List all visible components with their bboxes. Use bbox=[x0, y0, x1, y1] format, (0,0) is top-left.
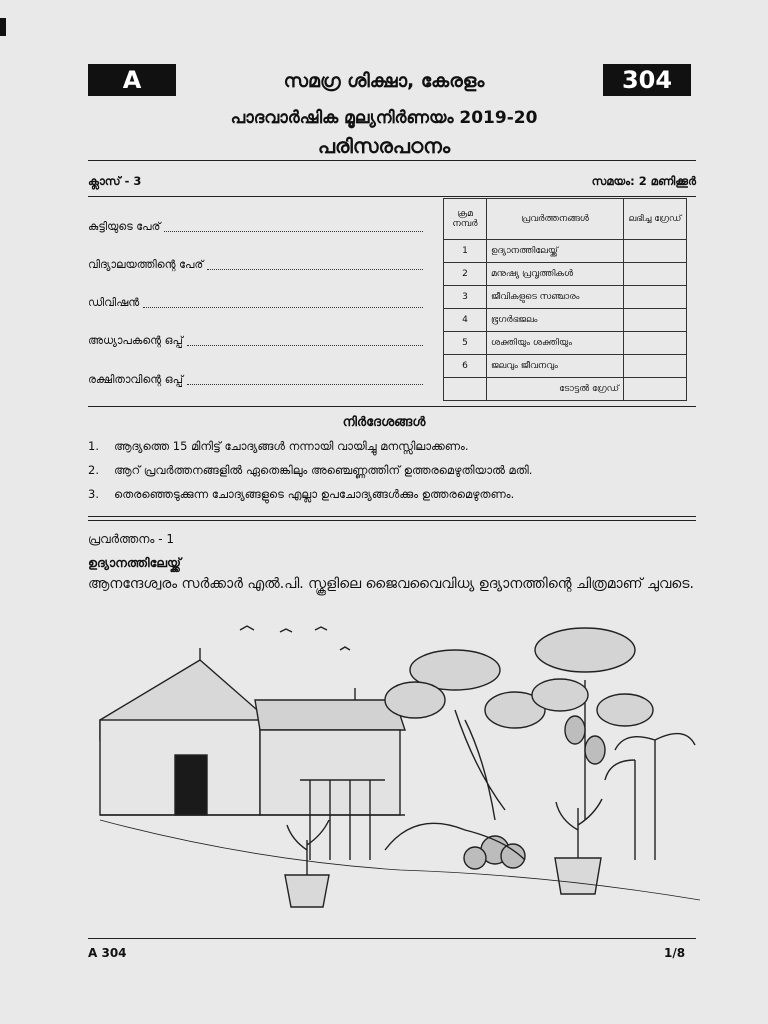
list-item: 1. ആദ്യത്തെ 15 മിനിട്ട് ചോദ്യങ്ങൾ നന്നായി വായിച്ചു മനസ്സിലാക്കണം. bbox=[88, 439, 469, 453]
subject-title: പരിസരപഠനം bbox=[317, 134, 451, 158]
total-grade-cell[interactable] bbox=[624, 378, 687, 401]
school-name-field[interactable] bbox=[88, 258, 423, 272]
teacher-signature-field[interactable] bbox=[88, 334, 423, 348]
table-row bbox=[444, 378, 687, 401]
row-activity: ഭൂഗർഭജലം bbox=[487, 309, 624, 332]
row-activity: മനുഷ്യ പ്രവൃത്തികൾ bbox=[487, 263, 624, 286]
grade-table bbox=[443, 198, 687, 401]
field-label: രക്ഷിതാവിന്റെ ഒപ്പ് bbox=[88, 373, 183, 386]
instructions-list bbox=[88, 434, 696, 506]
activity-text: ആനന്ദേശ്വരം സർക്കാർ എൽ.പി. സ്കൂളിലെ ജൈവവൈവിധ്യ ഉദ്യാനത്തിന്റെ ചിത്രമാണ് ചുവടെ. bbox=[88, 576, 694, 592]
flower-pot-icon bbox=[555, 799, 602, 894]
row-activity: ജീവികളുടെ സഞ്ചാരം bbox=[487, 286, 624, 309]
field-label: വിദ്യാലയത്തിന്റെ പേര് bbox=[88, 258, 204, 271]
table-row bbox=[444, 309, 687, 332]
bird-icon bbox=[340, 647, 350, 650]
time-label: സമയം: 2 മണിക്കൂർ bbox=[591, 174, 696, 188]
row-number: 3 bbox=[444, 286, 487, 309]
parent-signature-field[interactable] bbox=[88, 373, 423, 387]
list-item: 3. തെരഞ്ഞെടുക്കുന്ന ചോദ്യങ്ങളുടെ എല്ലാ ഉപചോദ്യങ്ങൾക്കും ഉത്തരമെഴുതണം. bbox=[88, 487, 515, 501]
table-row bbox=[444, 286, 687, 309]
org-name: സമഗ്ര ശിക്ഷാ, കേരളം bbox=[283, 70, 485, 92]
row-activity: ജലവും ജീവനവും bbox=[487, 355, 624, 378]
bird-icon bbox=[315, 627, 327, 630]
field-label: അധ്യാപകന്റെ ഒപ്പ് bbox=[88, 334, 183, 347]
row-number: 5 bbox=[444, 332, 487, 355]
field-label: ഡിവിഷൻ bbox=[88, 296, 140, 309]
row-number: 2 bbox=[444, 263, 487, 286]
grade-cell[interactable] bbox=[624, 263, 687, 286]
footer-code: A 304 bbox=[88, 946, 127, 960]
class-label: ക്ലാസ് - 3 bbox=[88, 174, 142, 188]
instructions-title: നിർദേശങ്ങൾ bbox=[342, 415, 426, 430]
field-label: കുട്ടിയുടെ പേര് bbox=[88, 220, 161, 233]
bird-icon bbox=[240, 626, 254, 630]
header-divider bbox=[88, 160, 696, 161]
footer-divider bbox=[88, 938, 696, 939]
list-item: 2. ആറ് പ്രവർത്തനങ്ങളിൽ ഏതെങ്കിലും അഞ്ചെണ്ണത്തിന് ഉത്തരമെഴുതിയാൽ മതി. bbox=[88, 463, 533, 477]
grade-cell[interactable] bbox=[624, 286, 687, 309]
total-grade-label: ടോട്ടൽ ഗ്രേഡ് bbox=[487, 378, 624, 401]
banana-plant-icon bbox=[605, 734, 695, 860]
student-name-field[interactable] bbox=[88, 220, 423, 234]
table-header: പ്രവർത്തനങ്ങൾ bbox=[487, 199, 624, 240]
row-activity: ഉദ്യാനത്തിലേയ്ക്ക് bbox=[487, 240, 624, 263]
row-activity: ശക്തിയും ശക്തിയും bbox=[487, 332, 624, 355]
page-number: 1/8 bbox=[664, 946, 686, 960]
grade-cell[interactable] bbox=[624, 332, 687, 355]
division-field[interactable] bbox=[88, 296, 423, 310]
instructions-divider bbox=[88, 516, 696, 517]
grade-cell[interactable] bbox=[624, 240, 687, 263]
paper-number-badge: 304 bbox=[603, 64, 691, 96]
table-header: ലഭിച്ച ഗ്രേഡ് bbox=[624, 199, 687, 240]
row-number: 1 bbox=[444, 240, 487, 263]
school-building-icon bbox=[100, 648, 405, 815]
table-row bbox=[444, 355, 687, 378]
tree-icon bbox=[385, 650, 545, 820]
activity-title: ഉദ്യാനത്തിലേയ്ക്ക് bbox=[88, 555, 181, 570]
garden-illustration bbox=[95, 620, 705, 915]
flower-pot-icon bbox=[285, 820, 329, 907]
instructions-divider-double bbox=[88, 520, 696, 521]
activity-label: പ്രവർത്തനം - 1 bbox=[88, 532, 175, 546]
form-divider bbox=[88, 406, 696, 407]
set-code-badge: A bbox=[88, 64, 176, 96]
table-header: ക്രമ നമ്പർ bbox=[444, 199, 487, 240]
table-row bbox=[444, 332, 687, 355]
row-number: 6 bbox=[444, 355, 487, 378]
meta-divider bbox=[88, 196, 696, 197]
table-row bbox=[444, 240, 687, 263]
exam-name: പാദവാർഷിക മൂല്യനിർണയം 2019-20 bbox=[230, 108, 538, 128]
table-row bbox=[444, 263, 687, 286]
scan-edge-mark bbox=[0, 18, 6, 36]
grade-cell[interactable] bbox=[624, 355, 687, 378]
row-number: 4 bbox=[444, 309, 487, 332]
grade-cell[interactable] bbox=[624, 309, 687, 332]
bird-icon bbox=[280, 629, 292, 632]
